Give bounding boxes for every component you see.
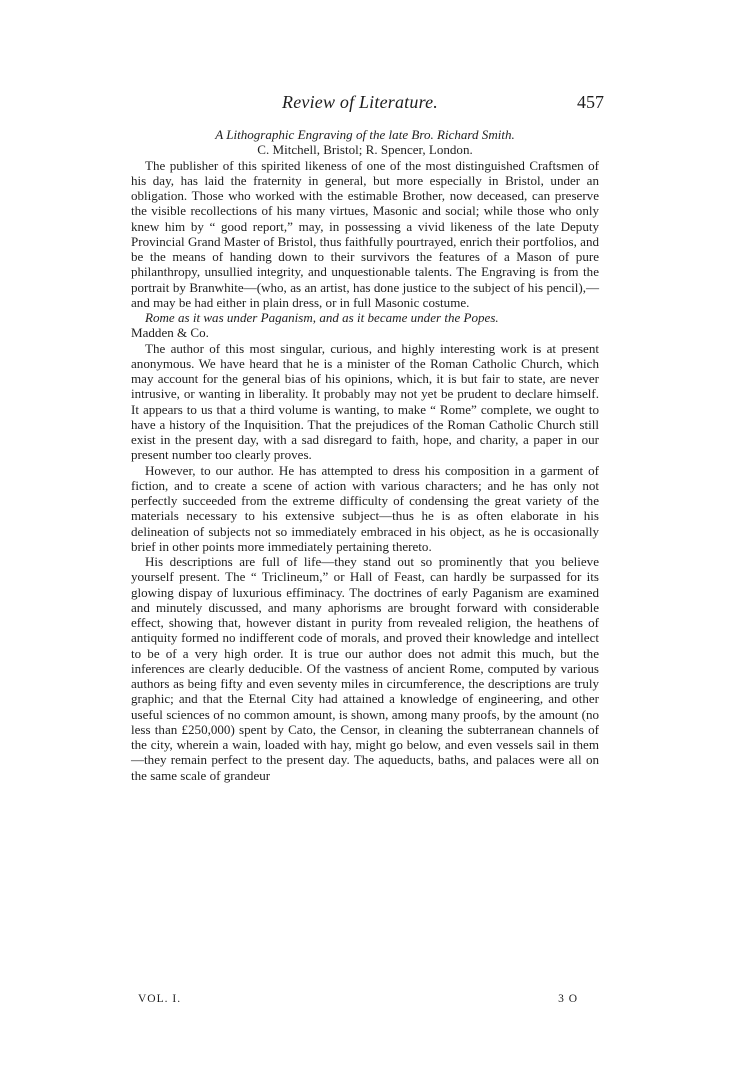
page-footer — [138, 993, 578, 1009]
signature-mark: 3 O — [558, 993, 578, 1005]
review-title: A Lithographic Engraving of the late Bro. Richard Smith. — [215, 127, 515, 142]
review-paragraph: His descriptions are full of life—they stand out so prominently that you believe yourself present. The “ Triclineum,” or Hall of Feast, can hardly be surpassed for its glowing dispay of luxurious effiminacy. The doctrines of early Paganism are examined and minutely discussed, and many aphorisms are brought forward with considerable effect, showing that, however distant in purity from revealed religion, the heathens of antiquity formed no indifferent code of morals, and proved their knowledge and intellect to be of a very high order. It is true our author does not admit this much, but the inferences are clearly deducible. Of the vastness of ancient Rome, computed by various authors as being fifty and even seventy miles in circumference, the descriptions are truly graphic; and that the Eternal City had attained a knowledge of engineering, and other useful sciences of no common amount, is shown, among many proofs, by the amount (no less than £250,000) spent by Cato, the Censor, in cleaning the subterranean channels of the city, wherein a wain, loaded with hay, might go below, and even vessels sail in them—they remain perfect to the present day. The aqueducts, baths, and palaces were all on the same scale of grandeur — [131, 554, 599, 783]
review-paragraph: However, to our author. He has attempted to dress his composition in a garment of fiction, and to create a scene of action with various characters; and he has only not perfectly succeeded from the extreme difficulty of condensing the great variety of the materials necessary to his extensive subject—thus he is as often elaborate in his delineation of subjects not so immediately embraced in his object, as he is occasionally brief in other points more immediately pertaining thereto. — [131, 462, 599, 554]
review-paragraph: The author of this most singular, curious, and highly interesting work is at present anonymous. We have heard that he is a minister of the Roman Catholic Church, which may account for the general bias of his opinions, which, it is but fair to state, are never intrusive, or wanting in liberality. It probably may not yet be prudent to declare himself. It appears to us that a third volume is wanting, to make “ Rome” complete, we ought to have a history of the Inquisition. That the prejudices of the Roman Catholic Church still exist in the present day, with a sad disregard to faith, hope, and charity, a paper in our present number too clearly proves. — [131, 340, 599, 463]
page-content — [131, 127, 599, 783]
volume-label: VOL. I. — [138, 993, 182, 1005]
page-number: 457 — [577, 92, 604, 112]
review-title: Rome as it was under Paganism, and as it became under the Popes. — [145, 310, 499, 325]
page-header — [132, 92, 604, 118]
review-publisher: C. Mitchell, Bristol; R. Spencer, London. — [257, 142, 473, 158]
review-paragraph: The publisher of this spirited likeness of one of the most distinguished Craftsmen of his day, has laid the fraternity in general, but more especially in Bristol, under an obligation. Those who worked with the estimable Brother, now deceased, can preserve the visible recollections of his many virtues, Masonic and social; while those who only knew him by “ good report,” may, in possessing a vivid likeness of the late Deputy Provincial Grand Master of Bristol, thus faithfully pourtrayed, enrich their portfolios, and be the means of handing down to their survivors the features of a Mason of pure philanthropy, unsullied integrity, and unquestionable talents. The Engraving is from the portrait by Branwhite—(who, as an artist, has done justice to the subject of his pencil),—and may be had either in plain dress, or in full Masonic costume. — [131, 157, 599, 310]
review-publisher: Madden & Co. — [131, 325, 209, 341]
running-title: Review of Literature. — [282, 92, 439, 112]
